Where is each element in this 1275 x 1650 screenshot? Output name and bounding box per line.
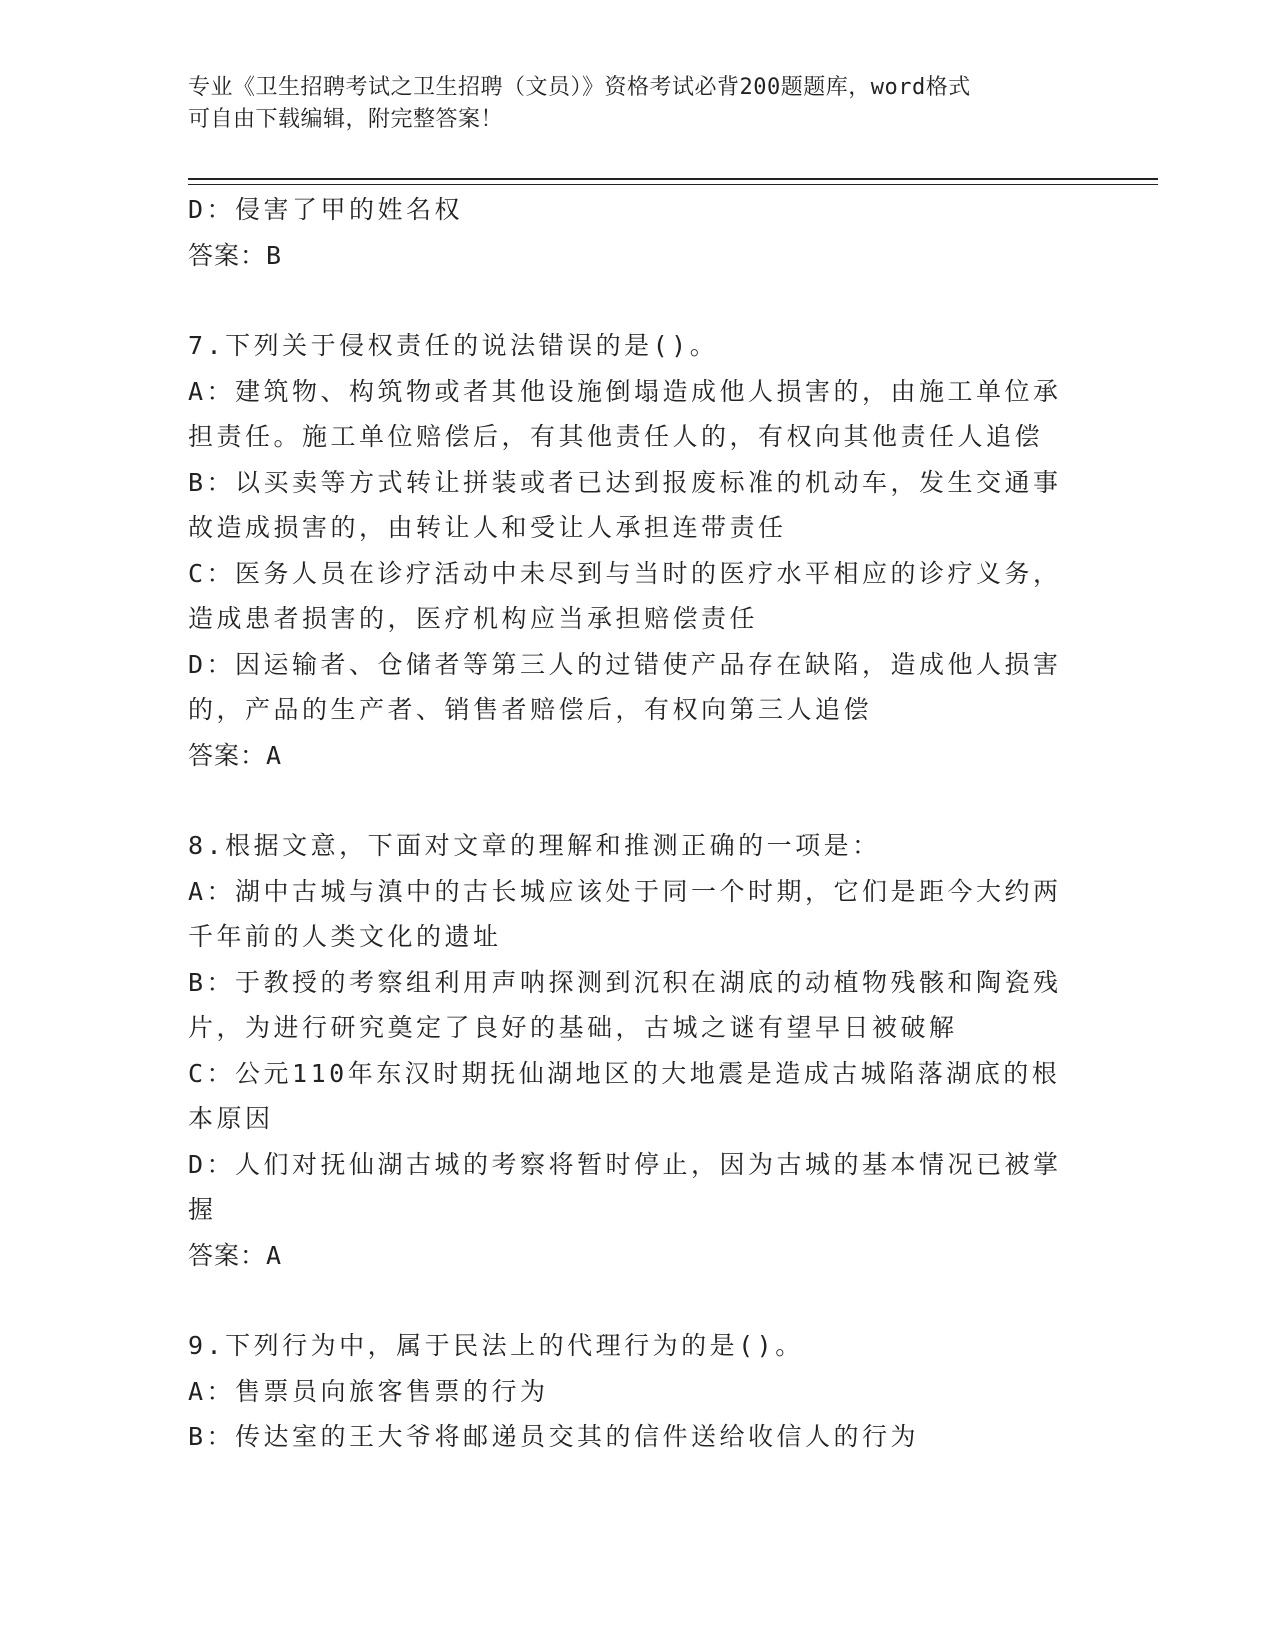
option-b-continued: 故造成损害的，由转让人和受让人承担连带责任 <box>188 513 787 542</box>
question-8 <box>188 823 1078 1278</box>
question-text: 9.下列行为中，属于民法上的代理行为的是()。 <box>188 1331 804 1360</box>
question-7 <box>188 323 1078 778</box>
option-a-continued: 千年前的人类文化的遗址 <box>188 922 502 951</box>
option-a: A：售票员向旅客售票的行为 <box>188 1376 549 1406</box>
question-text: 8.根据文意，下面对文章的理解和推测正确的一项是： <box>188 831 881 860</box>
option-b: B：于教授的考察组利用声呐探测到沉积在湖底的动植物残骸和陶瓷残 <box>188 967 1062 997</box>
answer: 答案：A <box>188 740 283 770</box>
option-d: D：侵害了甲的姓名权 <box>188 195 464 224</box>
header-line-1: 专业《卫生招聘考试之卫生招聘（文员）》资格考试必背200题题库，word格式 <box>188 75 971 100</box>
option-a: A：湖中古城与滇中的古长城应该处于同一个时期，它们是距今大约两 <box>188 876 1062 906</box>
spacer <box>188 1278 1078 1323</box>
option-b-continued: 片，为进行研究奠定了良好的基础，古城之谜有望早日被破解 <box>188 1013 958 1042</box>
spacer <box>188 778 1078 823</box>
question-text: 7.下列关于侵权责任的说法错误的是()。 <box>188 331 719 360</box>
option-d: D：因运输者、仓储者等第三人的过错使产品存在缺陷，造成他人损害 <box>188 649 1062 679</box>
answer: 答案：B <box>188 240 283 270</box>
option-c-continued: 本原因 <box>188 1104 274 1133</box>
document-header <box>188 72 1068 136</box>
option-c: C：公元110年东汉时期抚仙湖地区的大地震是造成古城陷落湖底的根 <box>188 1058 1061 1088</box>
question-6-tail <box>188 187 1078 278</box>
document-body <box>188 187 1078 1460</box>
option-c-continued: 造成患者损害的，医疗机构应当承担赔偿责任 <box>188 604 759 633</box>
option-c: C：医务人员在诊疗活动中未尽到与当时的医疗水平相应的诊疗义务， <box>188 558 1062 588</box>
option-b: B：以买卖等方式转让拼装或者已达到报废标准的机动车，发生交通事 <box>188 467 1062 497</box>
option-b: B：传达室的王大爷将邮递员交其的信件送给收信人的行为 <box>188 1422 920 1451</box>
option-a: A：建筑物、构筑物或者其他设施倒塌造成他人损害的，由施工单位承 <box>188 376 1062 406</box>
answer: 答案：A <box>188 1240 283 1270</box>
spacer <box>188 278 1078 323</box>
option-d-continued: 的，产品的生产者、销售者赔偿后，有权向第三人追偿 <box>188 695 873 724</box>
question-9 <box>188 1323 1078 1460</box>
option-d: D：人们对抚仙湖古城的考察将暂时停止，因为古城的基本情况已被掌 <box>188 1149 1062 1179</box>
option-d-continued: 握 <box>188 1195 217 1224</box>
header-divider-thick <box>188 178 1158 180</box>
header-divider-thin <box>188 184 1158 185</box>
option-a-continued: 担责任。施工单位赔偿后，有其他责任人的，有权向其他责任人追偿 <box>188 422 1044 451</box>
header-line-2: 可自由下载编辑，附完整答案！ <box>188 107 504 132</box>
